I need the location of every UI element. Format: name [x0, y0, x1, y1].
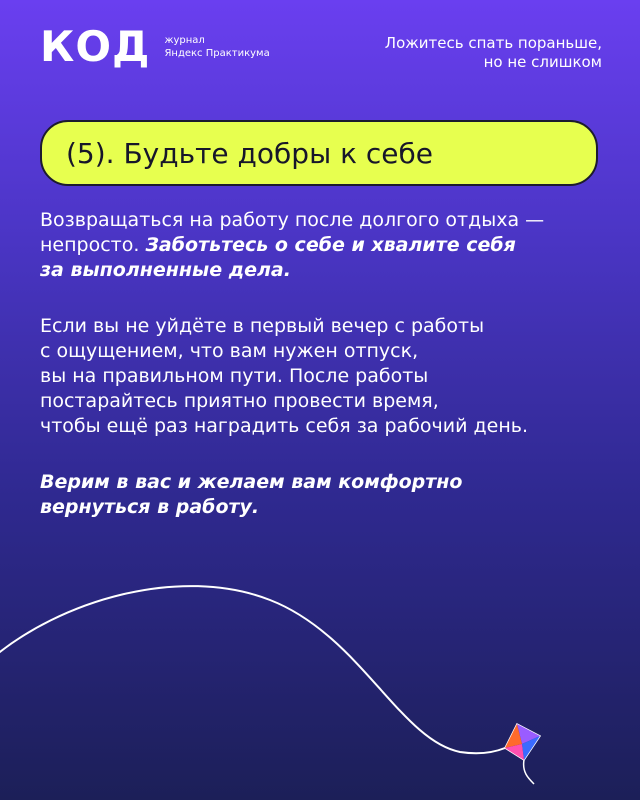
paragraph-advice-line: вы на правильном пути. После работы: [40, 365, 429, 387]
logo-wordmark: КОД: [40, 22, 151, 71]
paragraph-intro-emphasis-end: за выполненные дела.: [40, 259, 291, 281]
paragraph-closing-line: Верим в вас и желаем вам комфортно: [40, 471, 463, 493]
kite-string: [0, 586, 505, 753]
paragraph-advice-line: Если вы не уйдёте в первый вечер с работы: [40, 315, 485, 337]
paragraph-intro-line1: Возвращаться на работу после долгого отдыха —: [40, 209, 545, 231]
kite-tail: [524, 760, 534, 784]
section-title: (5). Будьте добры к себе: [66, 136, 434, 170]
paragraph-intro-emphasis: Заботьтесь о себе и хвалите себя: [145, 234, 516, 256]
paragraph-advice-line: с ощущением, что вам нужен отпуск,: [40, 340, 419, 362]
kite-icon: [505, 724, 540, 784]
tagline-line1: Ложитесь спать пораньше,: [384, 34, 602, 52]
tagline-line2: но не слишком: [483, 53, 602, 71]
paragraph-closing-line: вернуться в работу.: [40, 496, 260, 518]
paragraph-advice-line: чтобы ещё раз наградить себя за рабочий день.: [40, 415, 528, 437]
logo-subtitle-line2: Яндекс Практикума: [164, 48, 270, 59]
logo-subtitle-line1: журнал: [164, 35, 205, 46]
paragraph-intro-plain: непросто.: [40, 234, 146, 256]
paragraph-advice-line: постарайтесь приятно провести время,: [40, 390, 439, 412]
